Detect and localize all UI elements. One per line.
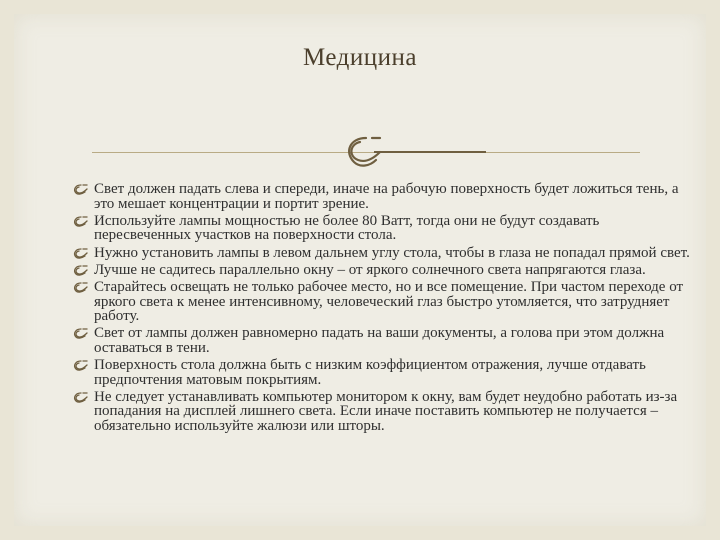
list-item — [72, 182, 692, 211]
scroll-bullet-icon — [72, 328, 88, 340]
list-item — [72, 214, 692, 243]
bullet-text: Старайтесь освещать не только рабочее место, но и все помещение. При частом переходе от яркого света к менее интенсивному, человеческий глаз быстро утомляется, что затрудняет работу. — [94, 278, 684, 325]
bullet-text: Свет должен падать слева и спереди, иначе на рабочую поверхность будет ложиться тень, а это мешает концентрации и портит зрение. — [94, 181, 679, 212]
bullet-text: Свет от лампы должен равномерно падать на ваши документы, а голова при этом должна оставаться в тени. — [94, 325, 665, 356]
bullet-list — [72, 182, 692, 436]
list-item — [72, 263, 692, 278]
scroll-bullet-icon — [72, 392, 88, 404]
title-divider-accent — [374, 151, 486, 153]
slide-title: Медицина — [303, 44, 417, 71]
bullet-text: Используйте лампы мощностью не более 80 Ватт, тогда они не будут создавать пересвеченных участков на поверхности стола. — [94, 212, 600, 244]
list-item — [72, 326, 692, 355]
bullet-text: Лучше не садитесь параллельно окну – от яркого солнечного света напрягаются глаза. — [94, 261, 646, 278]
list-item — [72, 246, 692, 261]
scroll-bullet-icon — [72, 282, 88, 294]
bullet-text: Не следует устанавливать компьютер монитором к окну, вам будет неудобно работать из-за попадания на дисплей лишнего света. Если иначе поставить компьютер не получается – обязательно используйте жалюзи или шторы. — [94, 388, 678, 435]
bullet-text: Нужно установить лампы в левом дальнем углу стола, чтобы в глаза не попадал прямой свет. — [94, 244, 690, 261]
list-item — [72, 358, 692, 387]
list-item — [72, 390, 692, 434]
bullet-text: Поверхность стола должна быть с низким коэффициентом отражения, лучше отдавать предпочтения матовым покрытиям. — [94, 357, 646, 388]
scroll-flourish-icon — [336, 132, 384, 172]
list-item — [72, 280, 692, 324]
scroll-bullet-icon — [72, 360, 88, 372]
scroll-bullet-icon — [72, 216, 88, 228]
scroll-bullet-icon — [72, 248, 88, 260]
scroll-bullet-icon — [72, 184, 88, 196]
scroll-bullet-icon — [72, 265, 88, 277]
